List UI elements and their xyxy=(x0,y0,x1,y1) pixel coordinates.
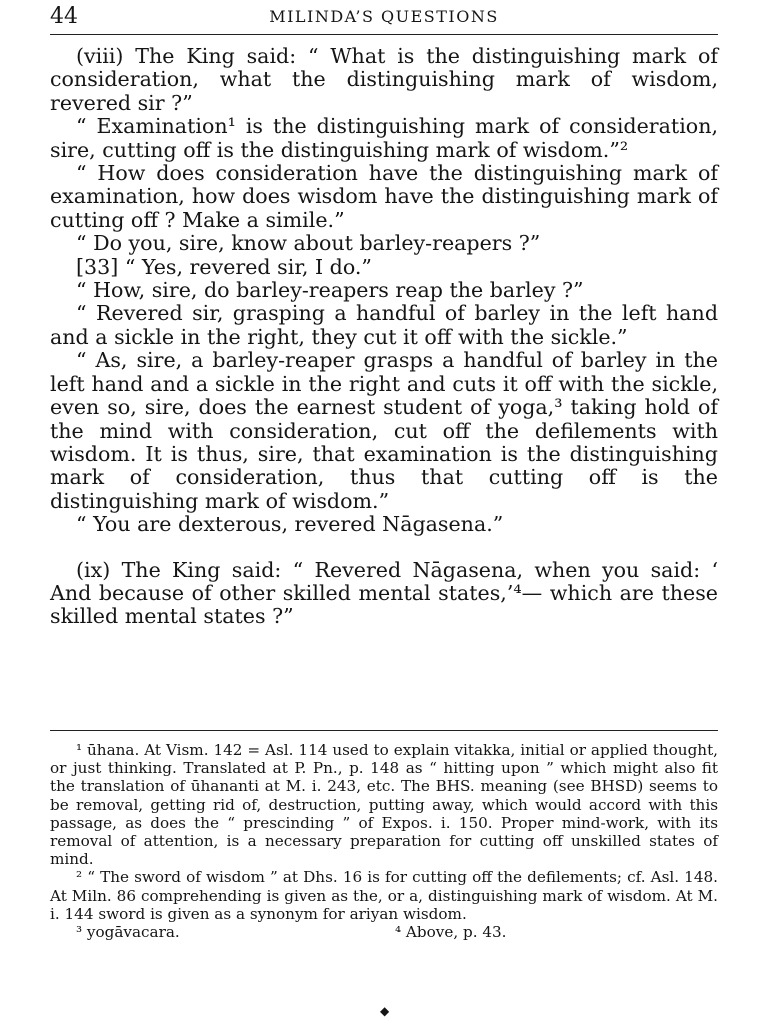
footnote-line-3-4 xyxy=(50,923,718,943)
paragraph: [33] “ Yes, revered sir, I do.” xyxy=(76,254,372,279)
page-number: 44 xyxy=(50,4,78,29)
paragraph: “ How does consideration have the distinguishing mark of examination, how does wisdom have the distinguishing mark of cutting off ? Make a simile.” xyxy=(50,161,718,232)
footnote-2: ² “ The sword of wisdom ” at Dhs. 16 is for cutting off the defilements; cf. Asl. 148. At Miln. 86 comprehending is given as the, or a, distinguishing mark of wisdom. At M. i. 144 sword is given as a synonym for ariyan wisdom. xyxy=(50,868,718,923)
paragraph: “ How, sire, do barley-reapers reap the barley ?” xyxy=(76,278,584,303)
running-head: MILINDA’S QUESTIONS xyxy=(269,7,499,26)
paragraph: “ Do you, sire, know about barley-reapers ?” xyxy=(76,231,541,256)
paragraph: (ix) The King said: “ Revered Nāgasena, when you said: ‘ And because of other skilled mental states,’⁴— which are these skilled mental states ?” xyxy=(50,557,718,629)
header-rule xyxy=(50,34,718,35)
footnote-rule xyxy=(50,730,718,731)
footnote-3: ³ yogāvacara. xyxy=(76,923,180,942)
body-text xyxy=(50,45,718,629)
page-header xyxy=(50,4,718,30)
printer-mark: ◆ xyxy=(380,1004,390,1018)
paragraph: (viii) The King said: “ What is the distinguishing mark of consideration, what the distinguishing mark of wisdom, revered sir ?” xyxy=(50,44,718,115)
footnote-4: ⁴ Above, p. 43. xyxy=(395,923,507,942)
paragraph: “ Examination¹ is the distinguishing mark of consideration, sire, cutting off is the distinguishing mark of wisdom.”² xyxy=(50,114,718,162)
paragraph: “ Revered sir, grasping a handful of barley in the left hand and a sickle in the right, they cut it off with the sickle.” xyxy=(50,301,718,349)
footnote-1: ¹ ūhana. At Vism. 142 = Asl. 114 used to explain vitakka, initial or applied thought, or just thinking. Translated at P. Pn., p. 148 as “ hitting upon ” which might also fit the translation of ūhananti at M. i. 243, etc. The BHS. meaning (see BHSD) seems to be removal, getting rid of, destruction, putting away, which would accord with this passage, as does the “ prescinding ” of Expos. i. 150. Proper mind-work, with its removal of attention, is a necessary preparation for cutting off unskilled states of mind. xyxy=(50,741,718,869)
footnotes xyxy=(50,741,718,943)
paragraph: “ As, sire, a barley-reaper grasps a handful of barley in the left hand and a sickle in the right and cuts it off with the sickle, even so, sire, does the earnest student of yoga,³ taking hold of the mind with consideration, cut off the defilements with wisdom. It is thus, sire, that examination is the distinguishing mark of consideration, thus that cutting off is the distinguishing mark of wisdom.” xyxy=(50,348,718,513)
paragraph: “ You are dexterous, revered Nāgasena.” xyxy=(76,512,504,537)
